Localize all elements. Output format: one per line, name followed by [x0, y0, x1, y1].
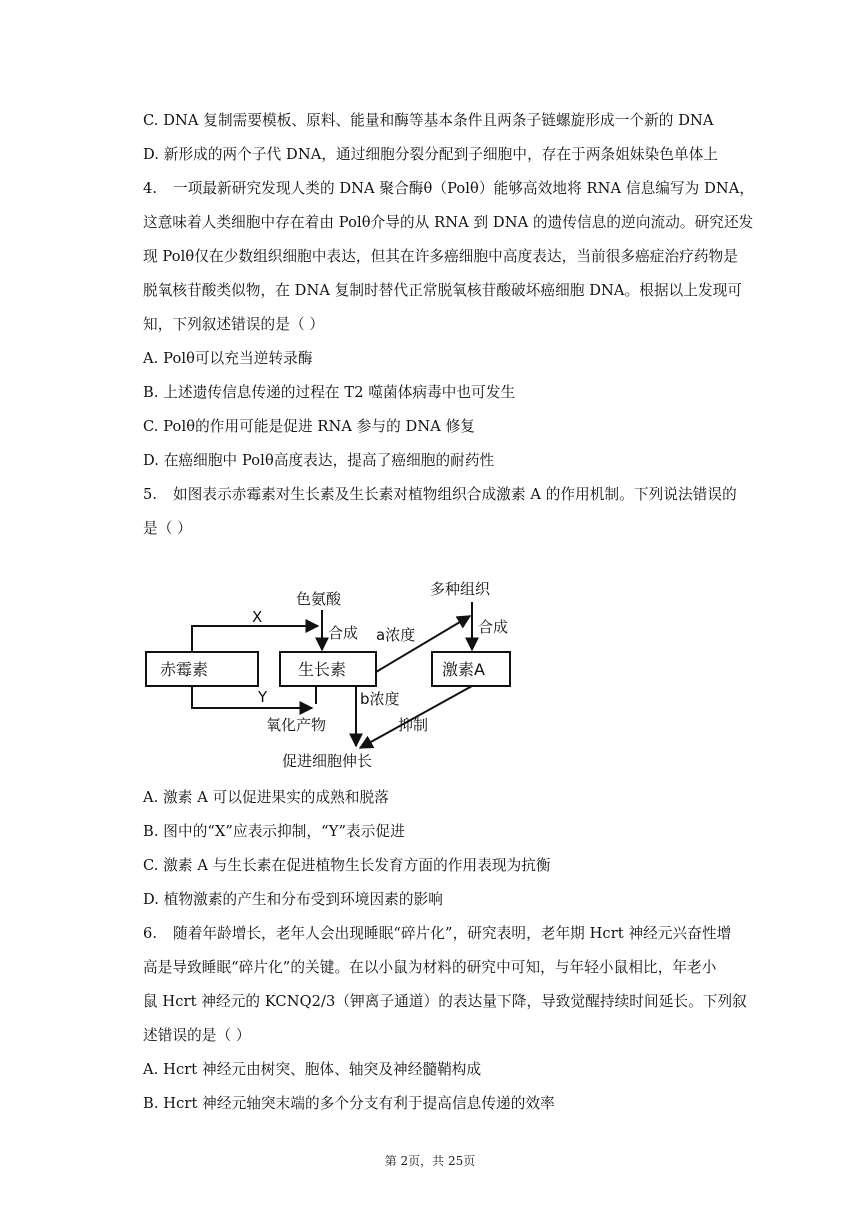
auxin-label: 生长素 — [298, 660, 347, 679]
synthesis-label: 合成 — [328, 624, 359, 642]
question-4-option-d: D. 在癌细胞中 Polθ高度表达，提高了癌细胞的耐药性 — [143, 452, 495, 469]
question-6-stem-line: 高是导致睡眠“碎片化”的关键。在以小鼠为材料的研究中可知，与年轻小鼠相比，年老小 — [143, 959, 717, 976]
question-number: 5. — [143, 486, 158, 503]
b-concentration-label: b浓度 — [360, 690, 400, 708]
y-label: Y — [258, 688, 268, 706]
question-4-stem-line: 知，下列叙述错误的是（ ） — [143, 316, 325, 333]
question-4-option-c: C. Polθ的作用可能是促进 RNA 参与的 DNA 修复 — [143, 418, 475, 435]
question-4-stem-line: 4. 一项最新研究发现人类的 DNA 聚合酶θ（Polθ）能够高效地将 RNA 信息编写为 DNA， — [143, 180, 755, 197]
hormone-mechanism-diagram — [140, 580, 520, 780]
question-5-option-a: A. 激素 A 可以促进果实的成熟和脱落 — [143, 789, 389, 806]
question-5-option-c: C. 激素 A 与生长素在促进植物生长发育方面的作用表现为抗衡 — [143, 857, 551, 874]
question-5-stem-line: 是（ ） — [143, 520, 192, 537]
tryptophan-label: 色氨酸 — [296, 590, 342, 608]
question-6-stem-line: 6. 随着年龄增长，老年人会出现睡眠“碎片化”，研究表明，老年期 Hcrt 神经元兴奋性增 — [143, 925, 732, 942]
question-4-stem-line: 脱氧核苷酸类似物，在 DNA 复制时替代正常脱氧核苷酸破坏癌细胞 DNA。根据以上发现可 — [143, 282, 743, 299]
page-footer: 第 2页，共 25页 — [384, 1154, 476, 1168]
question-number: 4. — [143, 180, 158, 197]
hormone-a-label: 激素A — [442, 660, 485, 679]
question-4-stem-line: 现 Polθ仅在少数组织细胞中表达，但其在许多癌细胞中高度表达，当前很多癌症治疗药物是 — [143, 248, 738, 265]
question-6-option-b: B. Hcrt 神经元轴突末端的多个分支有利于提高信息传递的效率 — [143, 1095, 555, 1112]
option-text: C. DNA 复制需要模板、原料、能量和酶等基本条件且两条子链螺旋形成一个新的 DNA — [143, 112, 714, 129]
question-6-option-a: A. Hcrt 神经元由树突、胞体、轴突及神经髓鞘构成 — [143, 1061, 482, 1078]
gibberellin-label: 赤霉素 — [160, 660, 209, 679]
question-4-option-a: A. Polθ可以充当逆转录酶 — [143, 350, 313, 367]
question-4-stem-line: 这意味着人类细胞中存在着由 Polθ介导的从 RNA 到 DNA 的遗传信息的逆向流动。研究还发 — [143, 214, 754, 231]
question-5-option-d: D. 植物激素的产生和分布受到环境因素的影响 — [143, 891, 443, 908]
oxidation-product-label: 氧化产物 — [266, 716, 327, 734]
synthesis-label: 合成 — [478, 618, 509, 636]
x-label: X — [252, 608, 263, 626]
question-6-stem-line: 述错误的是（ ） — [143, 1027, 251, 1044]
tissues-label: 多种组织 — [430, 580, 491, 598]
option-text: D. 新形成的两个子代 DNA，通过细胞分裂分配到子细胞中，存在于两条姐妹染色单体上 — [143, 146, 719, 163]
question-6-stem-line: 鼠 Hcrt 神经元的 KCNQ2/3（钾离子通道）的表达量下降，导致觉醒持续时间延长。下列叙 — [143, 993, 747, 1010]
a-concentration-label: a浓度 — [376, 626, 416, 644]
cell-elongation-label: 促进细胞伸长 — [282, 752, 373, 770]
question-5-option-b: B. 图中的“X”应表示抑制，“Y”表示促进 — [143, 823, 405, 840]
question-number: 6. — [143, 925, 158, 942]
question-4-option-b: B. 上述遗传信息传递的过程在 T2 噬菌体病毒中也可发生 — [143, 384, 516, 401]
question-5-stem-line: 5. 如图表示赤霉素对生长素及生长素对植物组织合成激素 A 的作用机制。下列说法错误的 — [143, 486, 737, 503]
inhibit-label: 抑制 — [398, 716, 429, 734]
